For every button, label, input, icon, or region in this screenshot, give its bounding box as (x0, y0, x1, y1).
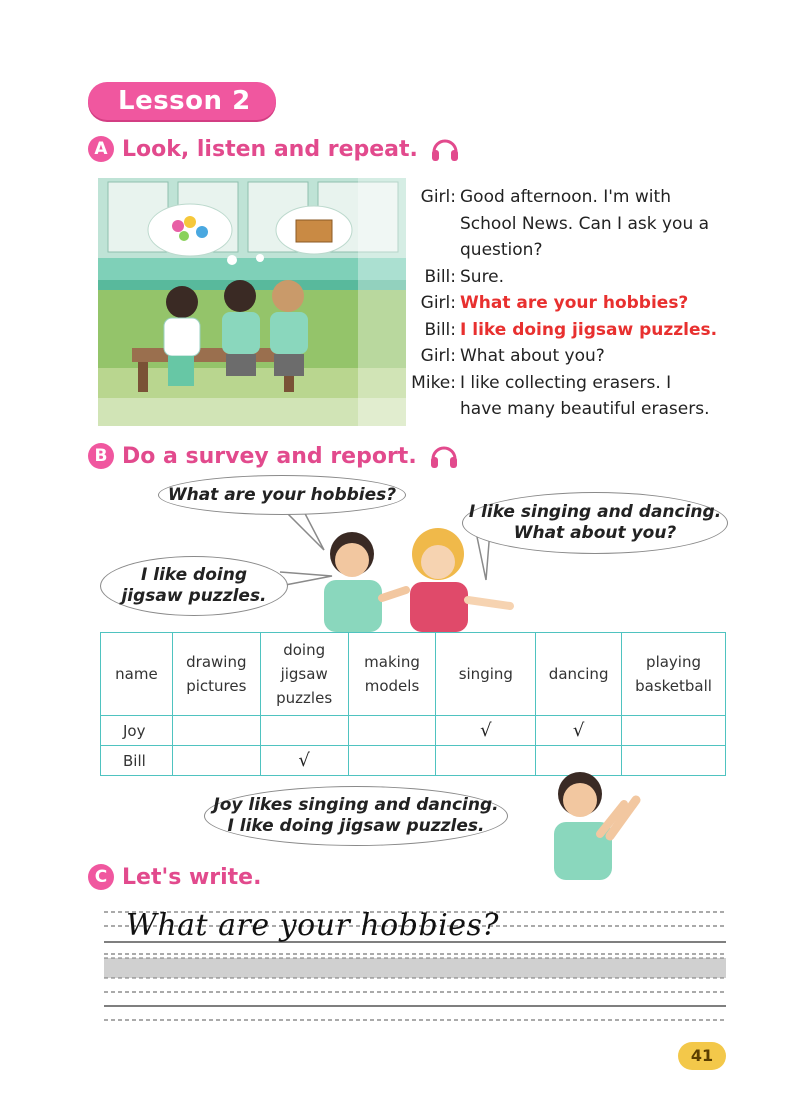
speaker-label: Bill: (424, 319, 456, 340)
dialogue-line (404, 237, 744, 264)
survey-cell (536, 716, 622, 746)
header-line: making (364, 653, 420, 671)
section-c-heading (88, 864, 261, 890)
boy-bubble-line1: I like doing (141, 565, 247, 585)
dialogue-line (404, 396, 744, 423)
dialogue-line (404, 184, 744, 211)
survey-cell (436, 716, 536, 746)
survey-table (100, 632, 726, 776)
section-b-letter: B (88, 443, 114, 469)
dialogue-text: School News. Can I ask you a (460, 213, 710, 234)
report-bubble-line1: Joy likes singing and dancing. (213, 795, 499, 815)
survey-row (101, 716, 726, 746)
header-making-models (348, 633, 436, 716)
question-bubble (158, 475, 406, 515)
survey-cell (260, 746, 348, 776)
handwriting-sample: What are your hobbies? (126, 908, 499, 943)
speaker-label (404, 237, 456, 264)
girl-bubble-line2: What about you? (513, 523, 677, 543)
dialogue-text-highlight: I like doing jigsaw puzzles. (460, 319, 718, 340)
header-line: drawing (186, 653, 247, 671)
header-doing-jigsaw-puzzles (260, 633, 348, 716)
survey-cell (436, 746, 536, 776)
header-line: playing (646, 653, 702, 671)
header-line: pictures (186, 677, 247, 695)
speaker-label: Girl: (420, 187, 456, 207)
boy-bubble-line2: jigsaw puzzles. (121, 586, 267, 606)
scene-illustration (98, 178, 406, 426)
dialogue-text: question? (460, 240, 543, 260)
dialogue-text: Sure. (460, 266, 505, 287)
dialogue-line (404, 211, 744, 238)
header-name (101, 633, 173, 716)
dialogue-text: What about you? (460, 346, 605, 366)
speaker-label (404, 396, 456, 423)
survey-row-name: Bill (101, 746, 173, 776)
girl-bubble (462, 492, 728, 554)
header-playing-basketball (622, 633, 726, 716)
section-a-heading (88, 134, 460, 164)
headphones-icon[interactable] (429, 441, 459, 471)
header-line: models (364, 677, 420, 695)
headphones-icon[interactable] (430, 134, 460, 164)
report-bubble-line2: I like doing jigsaw puzzles. (227, 816, 485, 836)
dialogue (404, 184, 744, 423)
survey-cell (348, 746, 436, 776)
survey-row-name: Joy (101, 716, 173, 746)
section-b-heading (88, 441, 459, 471)
header-line: name (115, 665, 158, 683)
section-a-title: Look, listen and repeat. (122, 136, 418, 162)
dialogue-line (404, 290, 744, 317)
section-a-letter: A (88, 136, 114, 162)
section-b-title: Do a survey and report. (122, 443, 417, 469)
check-mark: √ (480, 720, 492, 741)
dialogue-line (404, 370, 744, 397)
header-line: basketball (635, 677, 712, 695)
dialogue-text: I like collecting erasers. I (460, 372, 672, 393)
dialogue-line (404, 343, 744, 370)
section-c-letter: C (88, 864, 114, 890)
survey-cell (348, 716, 436, 746)
dialogue-text: Good afternoon. I'm with (460, 187, 671, 207)
check-mark: √ (298, 750, 310, 771)
speaker-label: Girl: (420, 346, 456, 366)
dialogue-text: have many beautiful erasers. (460, 399, 710, 419)
girl-bubble-line1: I like singing and dancing. (468, 502, 722, 522)
speaker-label: Girl: (420, 293, 456, 313)
header-line: doing (283, 641, 326, 659)
header-line: puzzles (276, 689, 333, 707)
page-number: 41 (678, 1042, 726, 1070)
section-c-title: Let's write. (122, 864, 262, 890)
dialogue-line (404, 317, 744, 344)
header-line: singing (458, 665, 513, 683)
lesson-title: Lesson 2 (88, 82, 276, 120)
check-mark: √ (572, 720, 585, 741)
header-singing (436, 633, 536, 716)
speaker-label: Mike: (411, 372, 456, 393)
header-line: dancing (548, 665, 609, 683)
survey-cell (260, 716, 348, 746)
survey-header-row (101, 633, 726, 716)
header-line: jigsaw (280, 665, 328, 683)
header-dancing (536, 633, 622, 716)
dialogue-text-highlight: What are your hobbies? (460, 293, 689, 313)
reporting-boy-illustration (540, 764, 650, 880)
dialogue-line (404, 264, 744, 291)
boy-bubble (100, 556, 288, 616)
speaker-label (404, 211, 456, 238)
survey-cell (172, 746, 260, 776)
survey-cell (172, 716, 260, 746)
header-drawing-pictures (172, 633, 260, 716)
question-bubble-text: What are your hobbies? (167, 484, 397, 505)
survey-cell (622, 716, 726, 746)
speaker-label: Bill: (424, 266, 456, 287)
report-bubble (204, 786, 508, 846)
